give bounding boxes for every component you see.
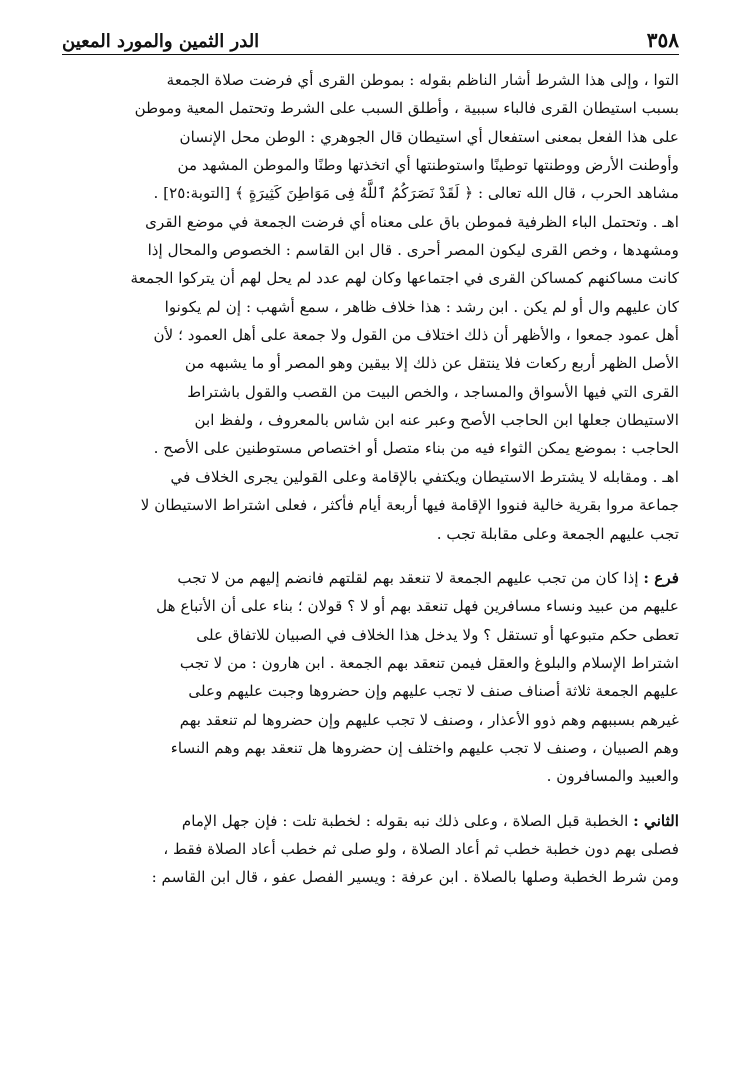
text-line: بسبب استيطان القرى فالباء سببية ، وأطلق السبب على الشرط وتحتمل المعية وموطن	[134, 99, 679, 118]
text-line: ومن شرط الخطبة وصلها بالصلاة . ابن عرفة : ويسير الفصل عفو ، قال ابن القاسم :	[151, 868, 679, 887]
text-line: كان عليهم وال أو لم يكن . ابن رشد : هذا خلاف ظاهر ، سمع أشهب : إن لم يكونوا	[164, 297, 679, 316]
running-title: الدر الثمين والمورد المعين	[62, 31, 260, 52]
section-label-second: الثاني :	[633, 811, 679, 830]
text-line: فصلى بهم دون خطبة خطب ثم أعاد الصلاة ، ولو صلى ثم خطب أعاد الصلاة فقط ،	[163, 839, 679, 858]
text-line: ومشهدها ، وخص القرى ليكون المصر أحرى . قال ابن القاسم : الخصوص والمحال إذا	[147, 241, 679, 260]
text-line: عليهم من عبيد ونساء مسافرين فهل تنعقد بهم أو لا ؟ قولان ؛ بناء على أن الأتباع هل	[156, 597, 679, 616]
text-line: عليهم الجمعة ثلاثة أصناف صنف لا تجب عليهم وإن حضروها وجبت عليهم وعلى	[188, 682, 679, 701]
paragraph-second	[62, 807, 679, 892]
text-line	[62, 564, 679, 592]
page-number: ٣٥٨	[646, 28, 679, 52]
text-line: الحاجب : بموضع يمكن الثواء فيه من بناء متصل أو اختصاص مستوطنين على الأصح .	[153, 439, 679, 458]
text-line: وأوطنت الأرض ووطنتها توطينًا واستوطنتها أي اتخذتها وطنًا والموطن المشهد من	[177, 156, 679, 175]
text-line: التوا ، وإلى هذا الشرط أشار الناظم بقوله : بموطن القرى أي فرضت صلاة الجمعة	[166, 71, 679, 89]
text-line-rest: إذا كان من تجب عليهم الجمعة لا تنعقد بهم لقلتهم فانضم إليهم من لا تجب	[177, 568, 644, 587]
text-line: غيرهم بسببهم وهم ذوو الأعذار ، وصنف لا تجب عليهم وإن حضروها لم تنعقد بهم	[179, 710, 679, 729]
text-line: اهـ . وتحتمل الباء الظرفية فموطن باق على معناه أي فرضت الجمعة في موضع القرى	[145, 212, 679, 231]
text-line: كانت مساكنهم كمساكن القرى في اجتماعها وكان لهم عدد لم يحل لهم أن يتركوا الجمعة	[130, 269, 679, 288]
page-header	[62, 28, 679, 55]
text-line: الاستيطان جعلها ابن الحاجب الأصح وعبر عنه ابن شاس بالمعروف ، ولفظ ابن	[194, 411, 679, 430]
text-line: تجب عليهم الجمعة وعلى مقابلة تجب .	[436, 524, 679, 543]
text-line: أهل عمود جمعوا ، والأظهر أن ذلك اختلاف من القول ولا جمعة على أهل العمود ؛ لأن	[153, 326, 679, 345]
paragraph-far	[62, 564, 679, 791]
text-line: القرى التي فيها الأسواق والمساجد ، والخص البيت من القصب والقول باشتراط	[187, 382, 679, 401]
page-body	[62, 66, 679, 892]
text-line: جماعة مروا بقرية خالية فنووا الإقامة فيها أربعة أيام فأكثر ، فعلى اشتراط الاستيطان لا	[140, 496, 679, 515]
section-label-far: فرع :	[643, 568, 679, 587]
text-line: اشتراط الإسلام والبلوغ والعقل فيمن تنعقد بهم الجمعة . ابن هارون : من لا تجب	[179, 653, 679, 672]
text-line: والعبيد والمسافرون .	[546, 767, 679, 786]
text-line: اهـ . ومقابله لا يشترط الاستيطان ويكتفي بالإقامة وعلى القولين يجرى الخلاف في	[170, 467, 679, 486]
text-line-rest: الخطبة قبل الصلاة ، وعلى ذلك نبه بقوله : لخطبة تلت : فإن جهل الإمام	[181, 811, 634, 830]
paragraph-main	[62, 66, 679, 548]
text-line	[62, 807, 679, 835]
text-line: على هذا الفعل بمعنى استفعال أي استيطان قال الجوهري : الوطن محل الإنسان	[179, 127, 679, 146]
text-line: وهم الصبيان ، وصنف لا تجب عليهم واختلف إن حضروها هل تنعقد بهم وهم النساء	[170, 738, 679, 757]
quran-verse-line: مشاهد الحرب ، قال الله تعالى : ﴿ لَقَدْ نَصَرَكُمُ ٱللَّهُ فِى مَوَاطِنَ كَثِيرَةٍ ﴾ [التوبة:٢٥] .	[153, 184, 679, 203]
text-line: الأصل الظهر أربع ركعات فلا ينتقل عن ذلك إلا بيقين وهو المصر أو ما يشبهه من	[184, 354, 679, 373]
text-line: تعطى حكم متبوعها أو تستقل ؟ ولا يدخل هذا الخلاف في الصبيان للاتفاق على	[196, 625, 679, 644]
